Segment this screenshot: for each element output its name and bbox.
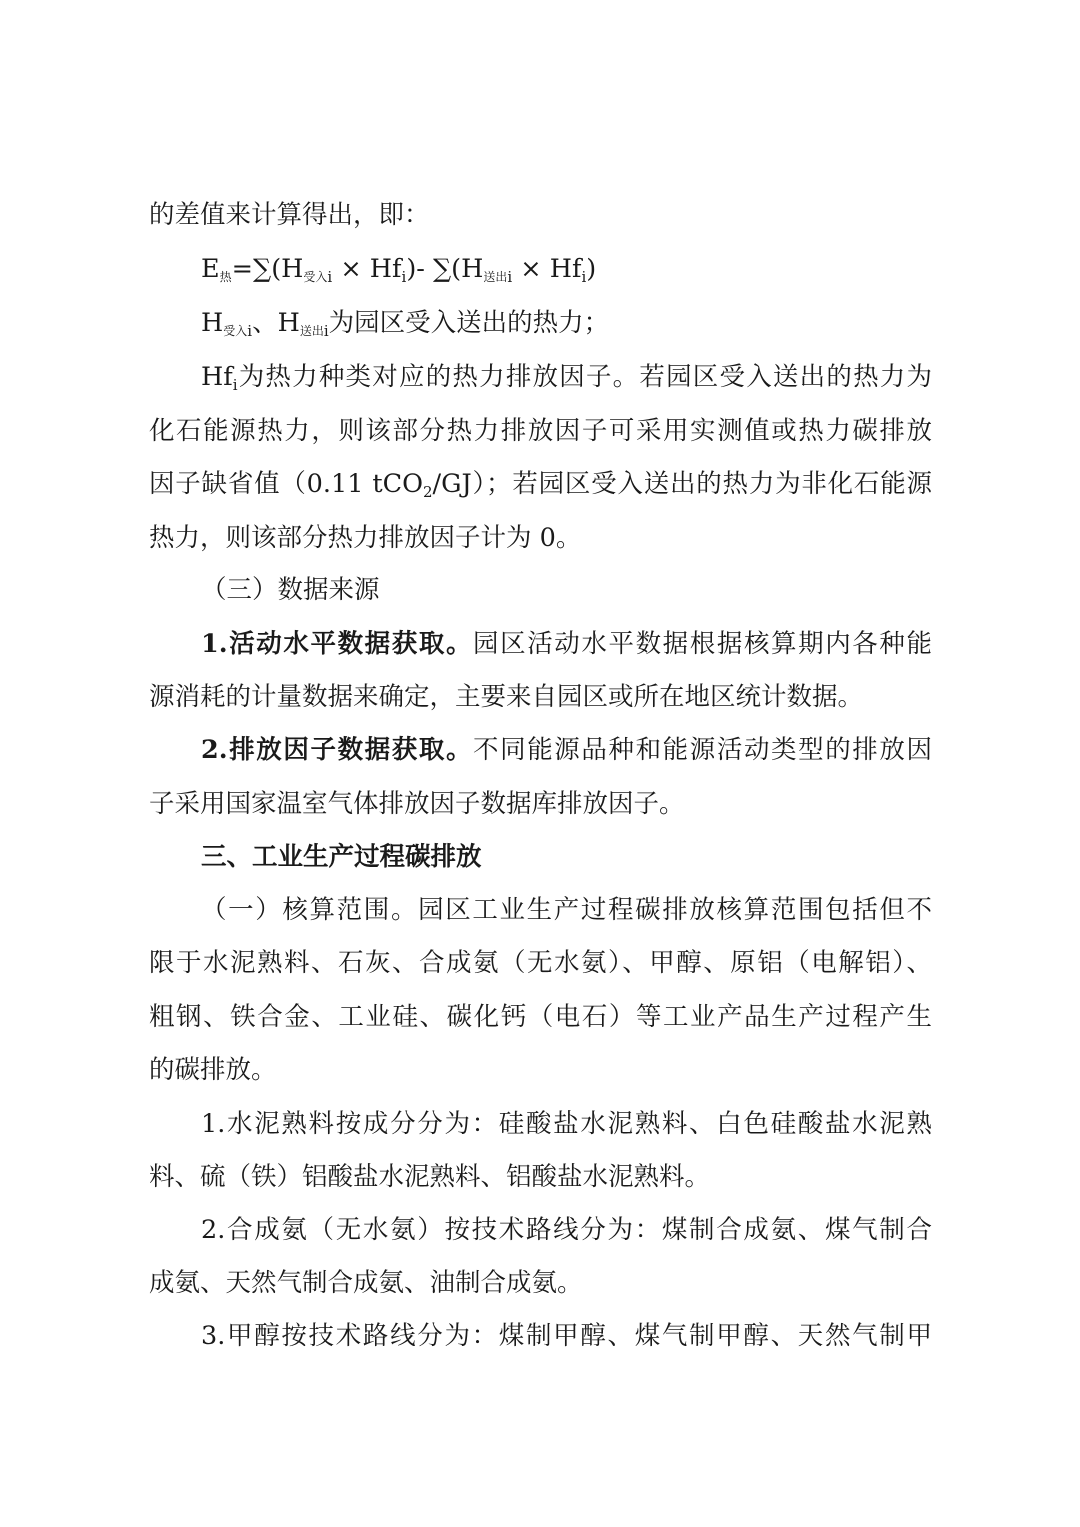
formula-part: 、H: [252, 308, 300, 338]
item-title: 2.排放因子数据获取。: [201, 735, 474, 765]
formula-part: )- ∑(H: [406, 254, 484, 284]
text-span: 热力，则该部分热力排放因子计为 0。: [149, 523, 582, 553]
text-line: [201, 732, 932, 768]
formula-symbol: H: [201, 308, 224, 338]
text-span: 为园区受入送出的热力；: [328, 308, 610, 338]
text-line: [201, 892, 932, 928]
text-span: 粗钢、铁合金、工业硅、碳化钙（电石）等工业产品生产过程产生: [149, 1002, 932, 1032]
variable-definition-h: [201, 305, 932, 349]
formula-subscript: i: [247, 322, 253, 340]
formula-subscript: i: [327, 268, 333, 286]
text-span: 2.合成氨（无水氨）按技术路线分为：煤制合成氨、煤气制合: [201, 1215, 932, 1245]
text-line: [201, 359, 932, 403]
formula-subscript: 受入: [223, 324, 248, 338]
text-span: 园区活动水平数据根据核算期内各种能: [473, 629, 932, 659]
text-line: [149, 1052, 932, 1088]
text-span: 不同能源品种和能源活动类型的排放因: [473, 735, 932, 765]
formula-symbol: E: [201, 254, 220, 284]
text-line: [201, 1318, 932, 1354]
text-line: [149, 786, 932, 822]
text-line: [149, 520, 932, 556]
text-span: 料、硫（铁）铝酸盐水泥熟料、铝酸盐水泥熟料。: [149, 1162, 711, 1192]
text-line: [149, 1159, 932, 1195]
formula-e-heat: [201, 251, 932, 295]
text-line: [149, 945, 932, 981]
section-title: [201, 572, 932, 608]
formula-subscript: 2: [423, 483, 433, 501]
text-span: 源消耗的计量数据来确定，主要来自园区或所在地区统计数据。: [149, 682, 864, 712]
item-title: 1.活动水平数据获取。: [201, 629, 474, 659]
text-span: （三）数据来源: [201, 575, 380, 605]
text-line: [149, 466, 932, 510]
text-span: 子采用国家温室气体排放因子数据库排放因子。: [149, 789, 685, 819]
text-line: [149, 679, 932, 715]
text-span: 3.甲醇按技术路线分为：煤制甲醇、煤气制甲醇、天然气制甲: [201, 1321, 932, 1351]
section-heading: 三、工业生产过程碳排放: [201, 842, 482, 872]
text-span: （一）核算范围。园区工业生产过程碳排放核算范围包括但不: [201, 895, 932, 925]
formula-subscript: 送出: [299, 324, 324, 338]
formula-symbol: Hf: [201, 362, 233, 392]
formula-subscript: 送出: [483, 270, 508, 284]
text-span: 因子缺省值（0.11 tCO: [149, 469, 423, 499]
formula-subscript: i: [507, 268, 513, 286]
text-span: 的碳排放。: [149, 1055, 277, 1085]
formula-subscript: i: [401, 268, 407, 286]
text-line: [201, 1212, 932, 1248]
formula-subscript: 热: [219, 270, 232, 284]
text-line: [149, 197, 932, 233]
text-span: 限于水泥熟料、石灰、合成氨（无水氨）、甲醇、原铝（电解铝）、: [149, 948, 932, 978]
formula-subscript: i: [232, 376, 238, 394]
formula-subscript: i: [581, 268, 587, 286]
text-span: 1.水泥熟料按成分分为：硅酸盐水泥熟料、白色硅酸盐水泥熟: [201, 1109, 932, 1139]
text-span: 为热力种类对应的热力排放因子。若园区受入送出的热力为: [237, 362, 932, 392]
text-span: 成氨、天然气制合成氨、油制合成氨。: [149, 1268, 583, 1298]
text-line: [201, 626, 932, 662]
text-line: [201, 1106, 932, 1142]
text-line: [149, 999, 932, 1035]
text-line: [149, 413, 932, 449]
formula-subscript: i: [323, 322, 329, 340]
formula-part: × Hf: [332, 254, 402, 284]
text-span: /GJ）；若园区受入送出的热力为非化石能源: [432, 469, 932, 499]
formula-part: ): [586, 254, 597, 284]
formula-subscript: 受入: [303, 270, 328, 284]
text-line: [149, 1265, 932, 1301]
text-span: 化石能源热力，则该部分热力排放因子可采用实测值或热力碳排放: [149, 416, 932, 446]
formula-part: =∑(H: [231, 254, 304, 284]
text-span: 的差值来计算得出，即：: [149, 200, 430, 230]
formula-part: × Hf: [512, 254, 582, 284]
